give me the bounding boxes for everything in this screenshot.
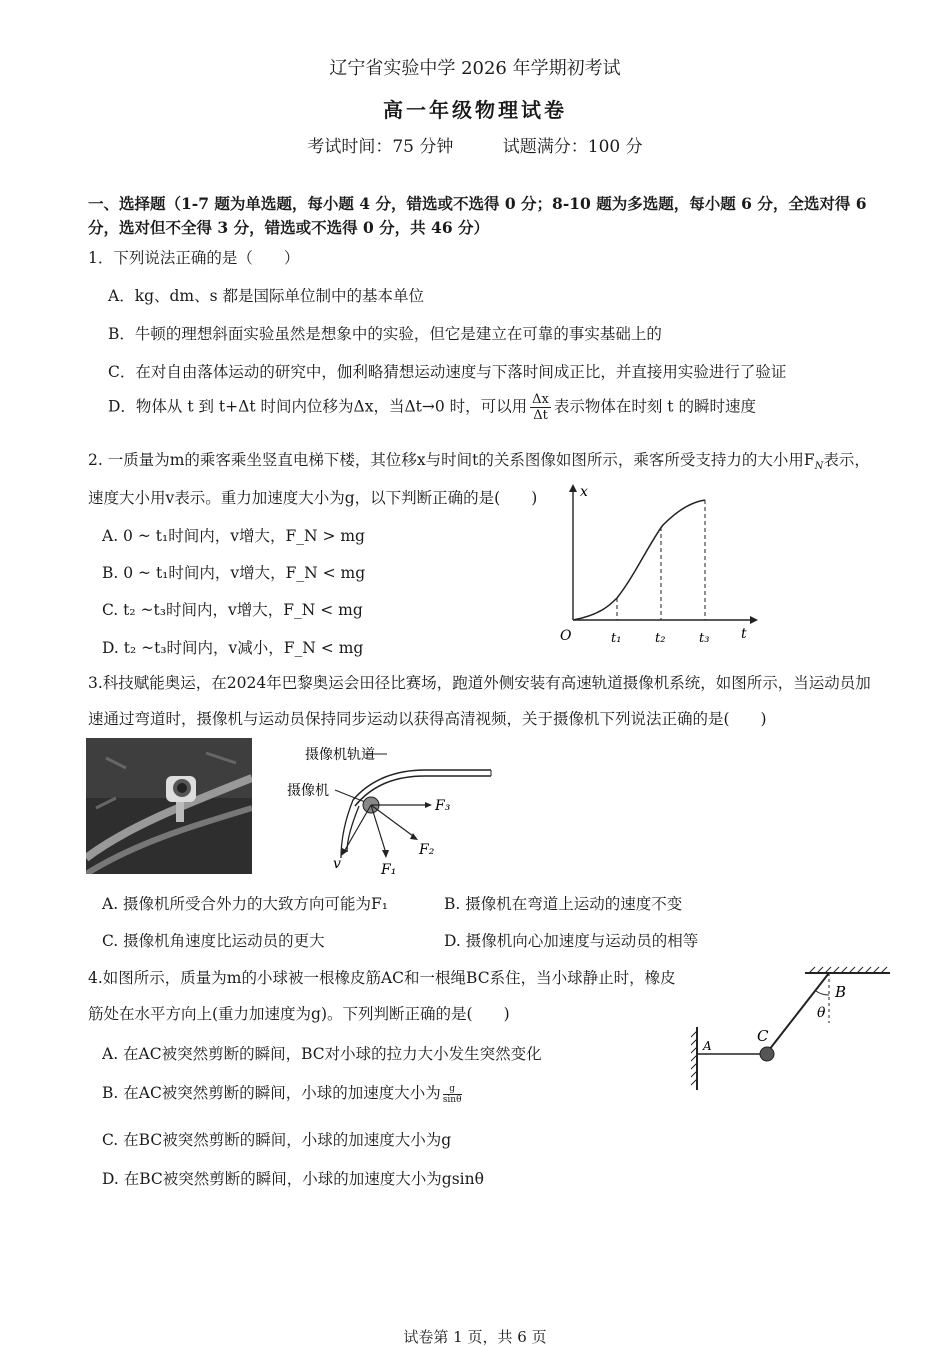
camera-label: 摄像机 (287, 783, 329, 799)
q4-b-pre: B. 在AC被突然剪断的瞬间，小球的加速度大小为 (102, 1084, 441, 1102)
q4-b-den: sinθ (442, 1094, 462, 1105)
f2-arrow (371, 805, 413, 836)
q1-d-fraction (530, 392, 551, 423)
page-footer: 试卷第 1 页，共 6 页 (403, 1328, 547, 1346)
exam-score: 试题满分：100 分 (502, 137, 643, 157)
q3-option-d: D. 摄像机向心加速度与运动员的相等 (444, 932, 699, 950)
track-inner (353, 770, 491, 800)
section-heading: 一、选择题（1-7 题为单选题，每小题 4 分，错选或不选得 0 分；8-10 题为多选题，每小题 6 分，全选对得 6 分，选对但不全得 3 分，错选或不选得 0 分，共 46 分） (88, 194, 867, 237)
t1-label: t₁ (611, 631, 622, 646)
f1-label: F₁ (381, 862, 397, 878)
origin-label: O (560, 628, 572, 644)
q1-stem: 1．下列说法正确的是（ ） (88, 249, 300, 267)
q3-option-b: B. 摄像机在弯道上运动的速度不变 (444, 895, 683, 913)
q4-b-num: g (443, 1084, 462, 1095)
x-axis-arrow (750, 616, 758, 624)
label-c: C (757, 1027, 769, 1045)
q2-option-b: B. 0 ~ t₁时间内，v增大，F_N < mg (102, 564, 366, 582)
q4-stem-1: 4.如图所示，质量为m的小球被一根橡皮筋AC和一根绳BC系住，当小球静止时，橡皮 (88, 969, 676, 987)
q2-option-c: C. t₂ ~t₃时间内，v增大，F_N < mg (102, 601, 363, 619)
q2-option-d: D. t₂ ~t₃时间内，v减小，F_N < mg (102, 639, 364, 657)
paper-title: 高一年级物理试卷 (383, 98, 567, 122)
q3-stem-1: 3.科技赋能奥运，在2024年巴黎奥运会田径比赛场，跑道外侧安装有高速轨道摄像机系统，如图所示，当运动员加 (88, 674, 871, 692)
q2-stem-2: 速度大小用v表示。重力加速度大小为g，以下判断正确的是( ) (88, 489, 538, 507)
v-label: v (333, 856, 341, 872)
track-label: 摄像机轨道 (305, 747, 375, 763)
label-a: A (703, 1039, 712, 1053)
q1-option-b: B．牛顿的理想斜面实验虽然是想象中的实验，但它是建立在可靠的事实基础上的 (108, 325, 662, 343)
ball-c (760, 1047, 774, 1061)
q2-stem-1-text: 2. 一质量为m的乘客乘坐竖直电梯下楼，其位移x与时间t的关系图像如图所示，乘客所受支持力的大小用F (88, 451, 815, 469)
f1-arrow (371, 805, 385, 850)
theta-arc (816, 991, 829, 995)
t2-label: t₂ (655, 631, 666, 646)
q1-option-c: C．在对自由落体运动的研究中，伽利略猜想运动速度与下落时间成正比，并直接用实验进行了验证 (108, 363, 787, 381)
q2-stem-1 (88, 448, 888, 472)
f3-arrowhead (425, 802, 432, 808)
label-b: B (835, 983, 847, 1001)
q1-d-num: Δx (532, 392, 549, 407)
q3-stem-2: 速通过弯道时，摄像机与运动员保持同步运动以获得高清视频，关于摄像机下列说法正确的是( ) (88, 710, 767, 728)
q3-option-a: A. 摄像机所受合外力的大致方向可能为F₁ (102, 895, 389, 913)
q4-diagram (685, 965, 895, 1095)
f1-arrowhead (382, 850, 389, 858)
photo-drawing (86, 738, 252, 874)
q1-d-post: 表示物体在时刻 t 的瞬时速度 (553, 397, 756, 416)
track-camera-photo (86, 738, 252, 874)
y-axis-arrow (569, 484, 577, 492)
school-title: 辽宁省实验中学 2026 年学期初考试 (329, 58, 621, 79)
q4-option-a: A. 在AC被突然剪断的瞬间，BC对小球的拉力大小发生突然变化 (102, 1045, 542, 1063)
q4-option-c: C. 在BC被突然剪断的瞬间，小球的加速度大小为g (102, 1131, 452, 1149)
q1-d-pre: D．物体从 t 到 t+Δt 时间内位移为Δx，当Δt→0 时，可以用 (108, 397, 528, 416)
exam-time: 考试时间：75 分钟 (307, 137, 454, 157)
exam-info (0, 132, 950, 157)
q2-stem-1-sub: N (814, 461, 824, 473)
q4-b-fraction (443, 1084, 462, 1105)
q4-option-d: D. 在BC被突然剪断的瞬间，小球的加速度大小为gsinθ (102, 1170, 484, 1188)
q3-force-diagram (285, 740, 525, 880)
t3-label: t₃ (699, 631, 710, 646)
y-axis-label: x (580, 484, 588, 500)
f3-label: F₃ (435, 798, 451, 814)
q2-option-a: A. 0 ~ t₁时间内，v增大，F_N > mg (102, 527, 365, 545)
xt-curve (573, 500, 705, 620)
q4-option-b (102, 1081, 462, 1105)
q1-d-den: Δt (533, 408, 548, 423)
q3-option-c: C. 摄像机角速度比运动员的更大 (102, 932, 325, 950)
x-axis-label: t (741, 626, 747, 642)
label-theta: θ (817, 1005, 826, 1021)
q4-stem-2: 筋处在水平方向上(重力加速度为g)。下列判断正确的是( ) (88, 1005, 510, 1023)
q1-option-d (108, 392, 756, 423)
q2-stem-1-end: 表示， (823, 451, 870, 469)
q1-option-a: A．kg、dm、s 都是国际单位制中的基本单位 (108, 287, 425, 305)
q2-xt-graph (555, 480, 765, 655)
f2-label: F₂ (419, 842, 435, 858)
